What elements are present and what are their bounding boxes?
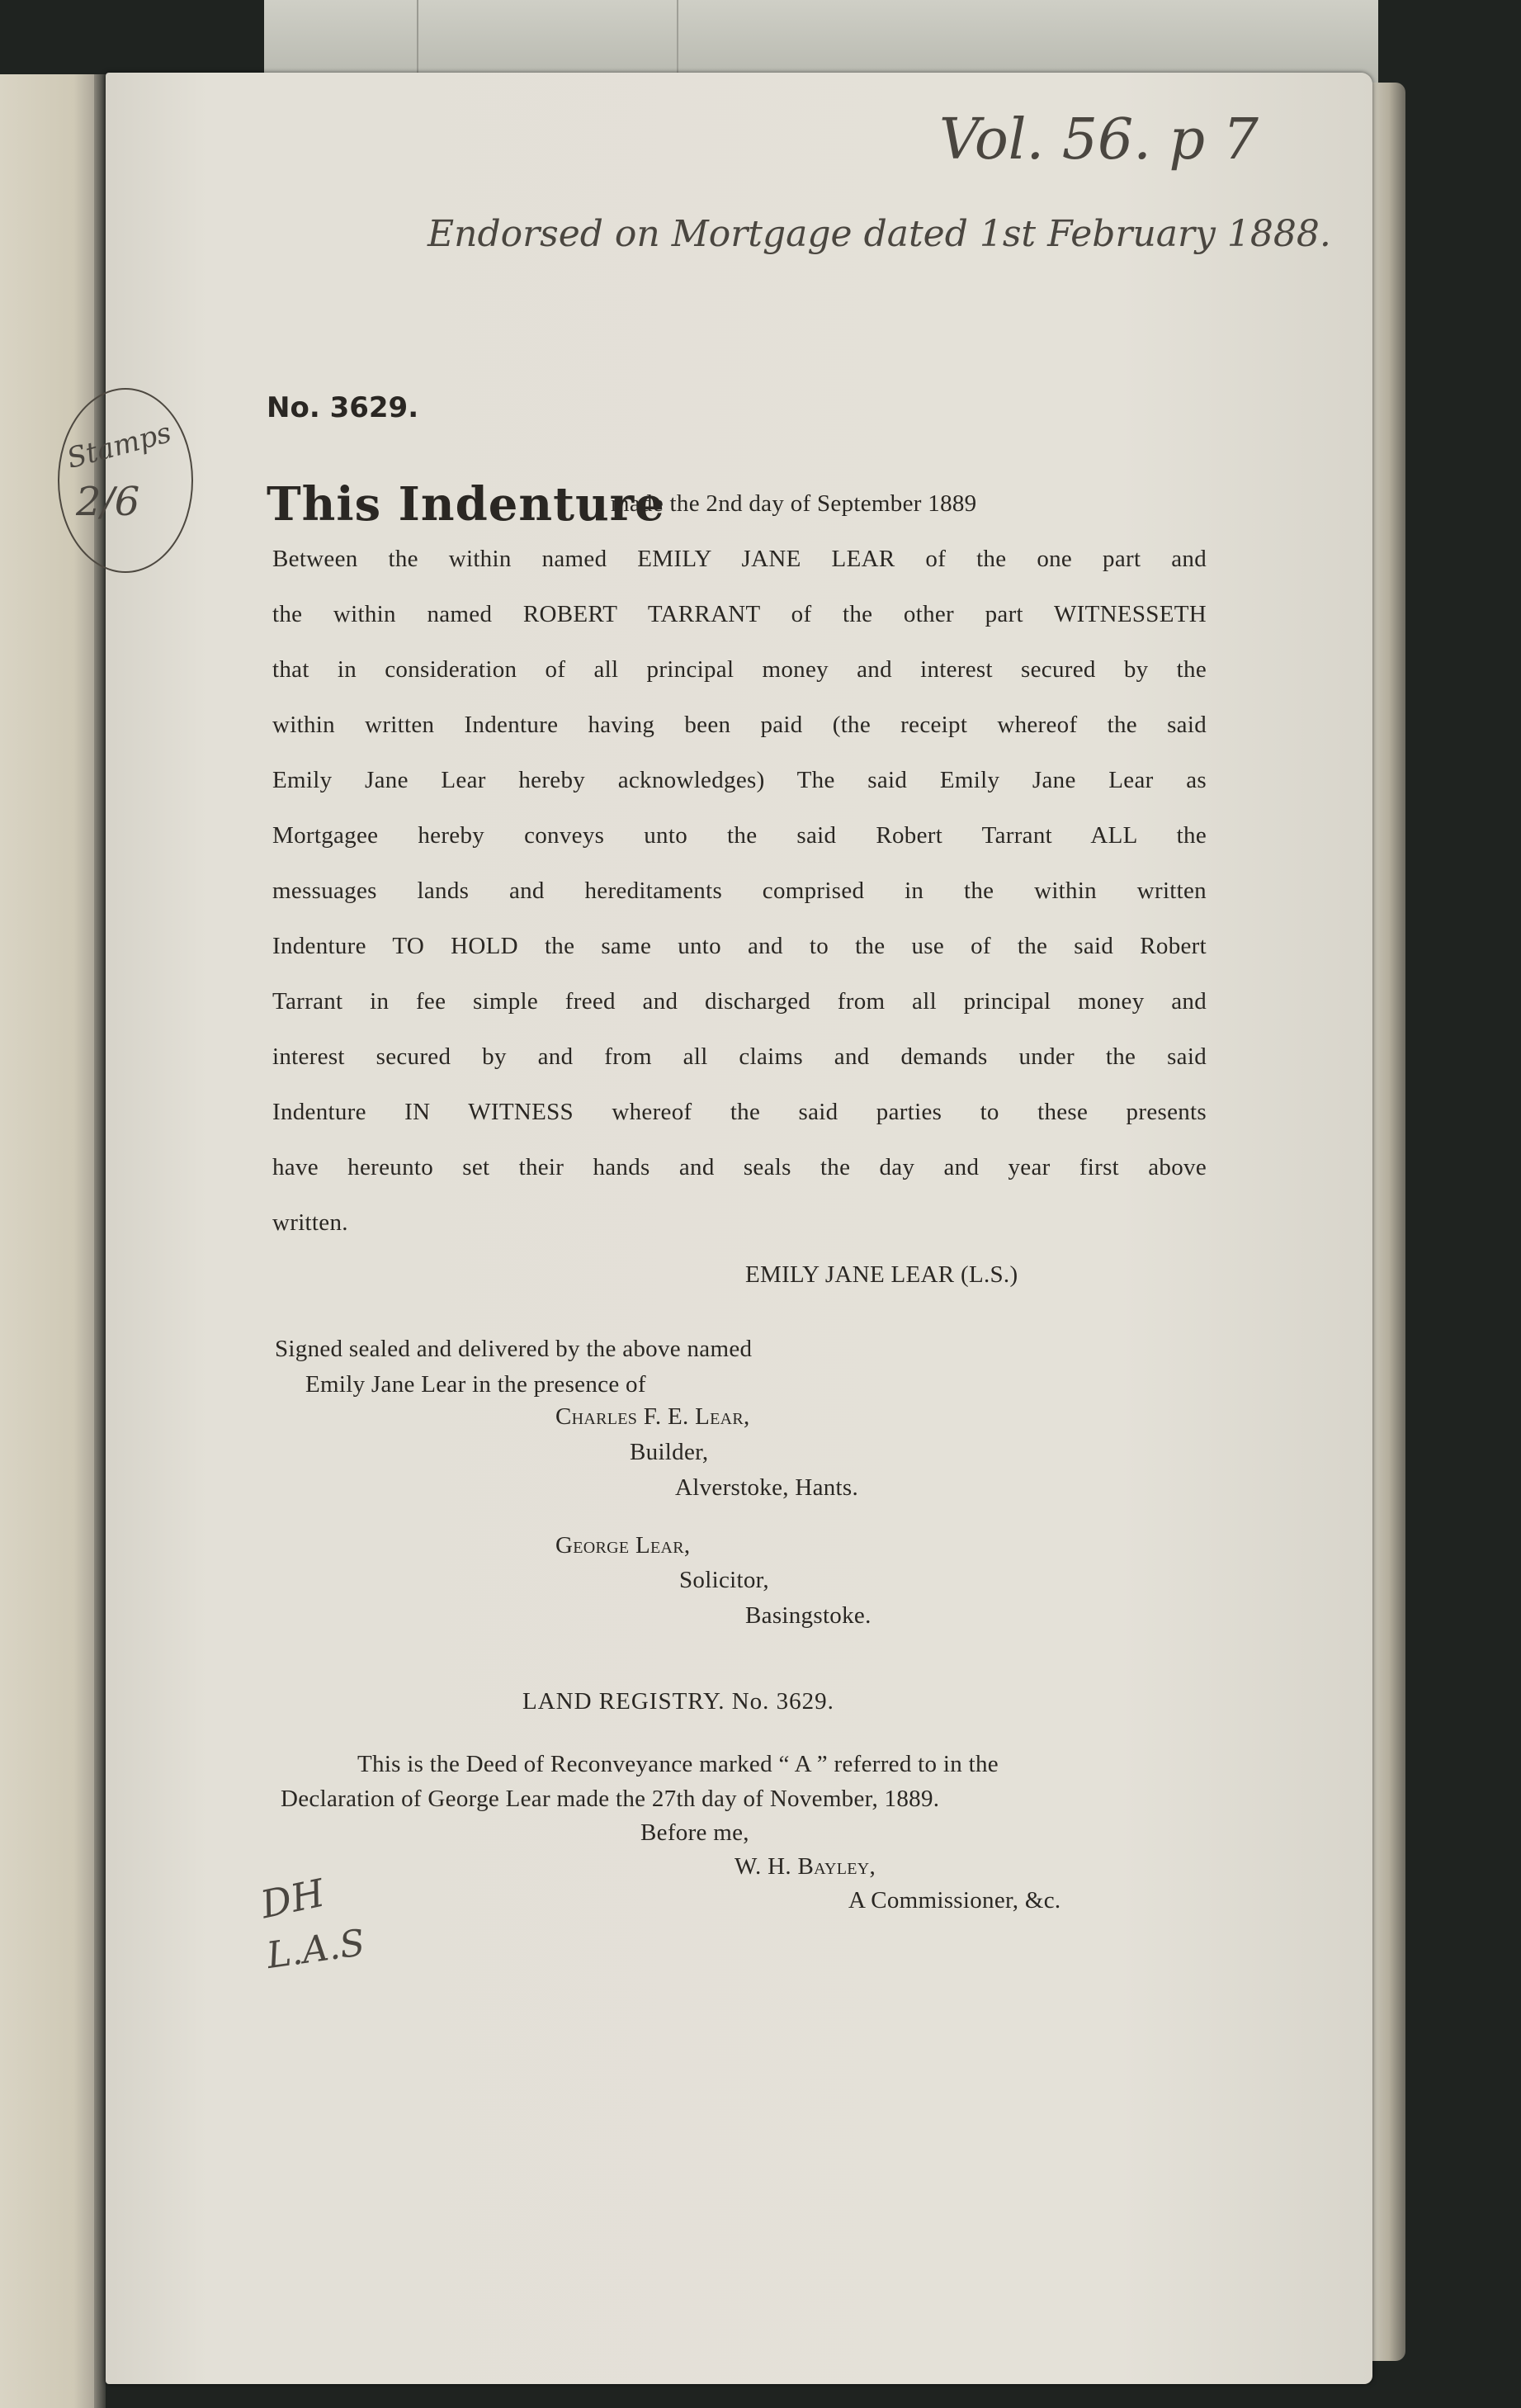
witness-1-place: Alverstoke, Hants.: [675, 1474, 859, 1501]
body-line: within written Indenture having been paid (the receipt whereof the said: [272, 712, 1207, 738]
body-line-1: made the 2nd day of September 1889: [611, 490, 977, 517]
body-line: that in consideration of all principal money and interest secured by the: [272, 656, 1207, 683]
registry-line-2: Declaration of George Lear made the 27th day of November, 1889.: [281, 1786, 940, 1812]
document-page: [106, 73, 1372, 2384]
body-line: interest secured by and from all claims and demands under the said: [272, 1043, 1207, 1070]
body-line: Indenture IN WITNESS whereof the said parties to these presents: [272, 1099, 1207, 1125]
body-line-last: written.: [272, 1209, 348, 1236]
witness-2-place: Basingstoke.: [745, 1602, 872, 1629]
body-line: the within named ROBERT TARRANT of the other part WITNESSETH: [272, 601, 1207, 627]
commissioner-title: A Commissioner, &c.: [848, 1887, 1061, 1914]
body-line: Indenture TO HOLD the same unto and to the use of the said Robert: [272, 933, 1207, 959]
witness-2-occupation: Solicitor,: [679, 1567, 769, 1593]
indenture-heading: This Indenture: [267, 477, 665, 532]
body-line: Between the within named EMILY JANE LEAR of the one part and: [272, 546, 1207, 572]
commissioner-name: W. H. Bayley,: [735, 1853, 876, 1880]
body-line: messuages lands and hereditaments comprised in the within written: [272, 878, 1207, 904]
signature-line: EMILY JANE LEAR (L.S.): [745, 1261, 1018, 1288]
body-line: Mortgagee hereby conveys unto the said Robert Tarrant ALL the: [272, 822, 1207, 849]
volume-note: Vol. 56. p 7: [939, 107, 1259, 173]
document-number: No. 3629.: [267, 391, 419, 424]
registry-heading: LAND REGISTRY. No. 3629.: [522, 1688, 834, 1715]
witness-2-name: George Lear,: [555, 1532, 691, 1559]
witness-line-2: Emily Jane Lear in the presence of: [305, 1371, 646, 1398]
body-line: Tarrant in fee simple freed and discharged from all principal money and: [272, 988, 1207, 1015]
endorsement-note: Endorsed on Mortgage dated 1st February 1888.: [427, 213, 1331, 255]
page-stack-edge: [1372, 83, 1405, 2361]
body-text: [272, 546, 1207, 1259]
body-line: have hereunto set their hands and seals the day and year first above: [272, 1154, 1207, 1180]
stamp-text-1: Stamps: [64, 416, 175, 475]
witness-1-name: Charles F. E. Lear,: [555, 1403, 750, 1430]
registry-line-1: This is the Deed of Reconveyance marked “ A ” referred to in the: [357, 1751, 999, 1777]
registry-line-3: Before me,: [640, 1819, 749, 1846]
initials-line-1: DH: [257, 1870, 328, 1928]
witness-1-occupation: Builder,: [630, 1439, 709, 1465]
stamp-text-2: 2/6: [76, 479, 140, 525]
initials-line-2: L.A.S: [264, 1921, 368, 1978]
witness-line-1: Signed sealed and delivered by the above named: [275, 1336, 753, 1362]
body-line: Emily Jane Lear hereby acknowledges) The said Emily Jane Lear as: [272, 767, 1207, 793]
